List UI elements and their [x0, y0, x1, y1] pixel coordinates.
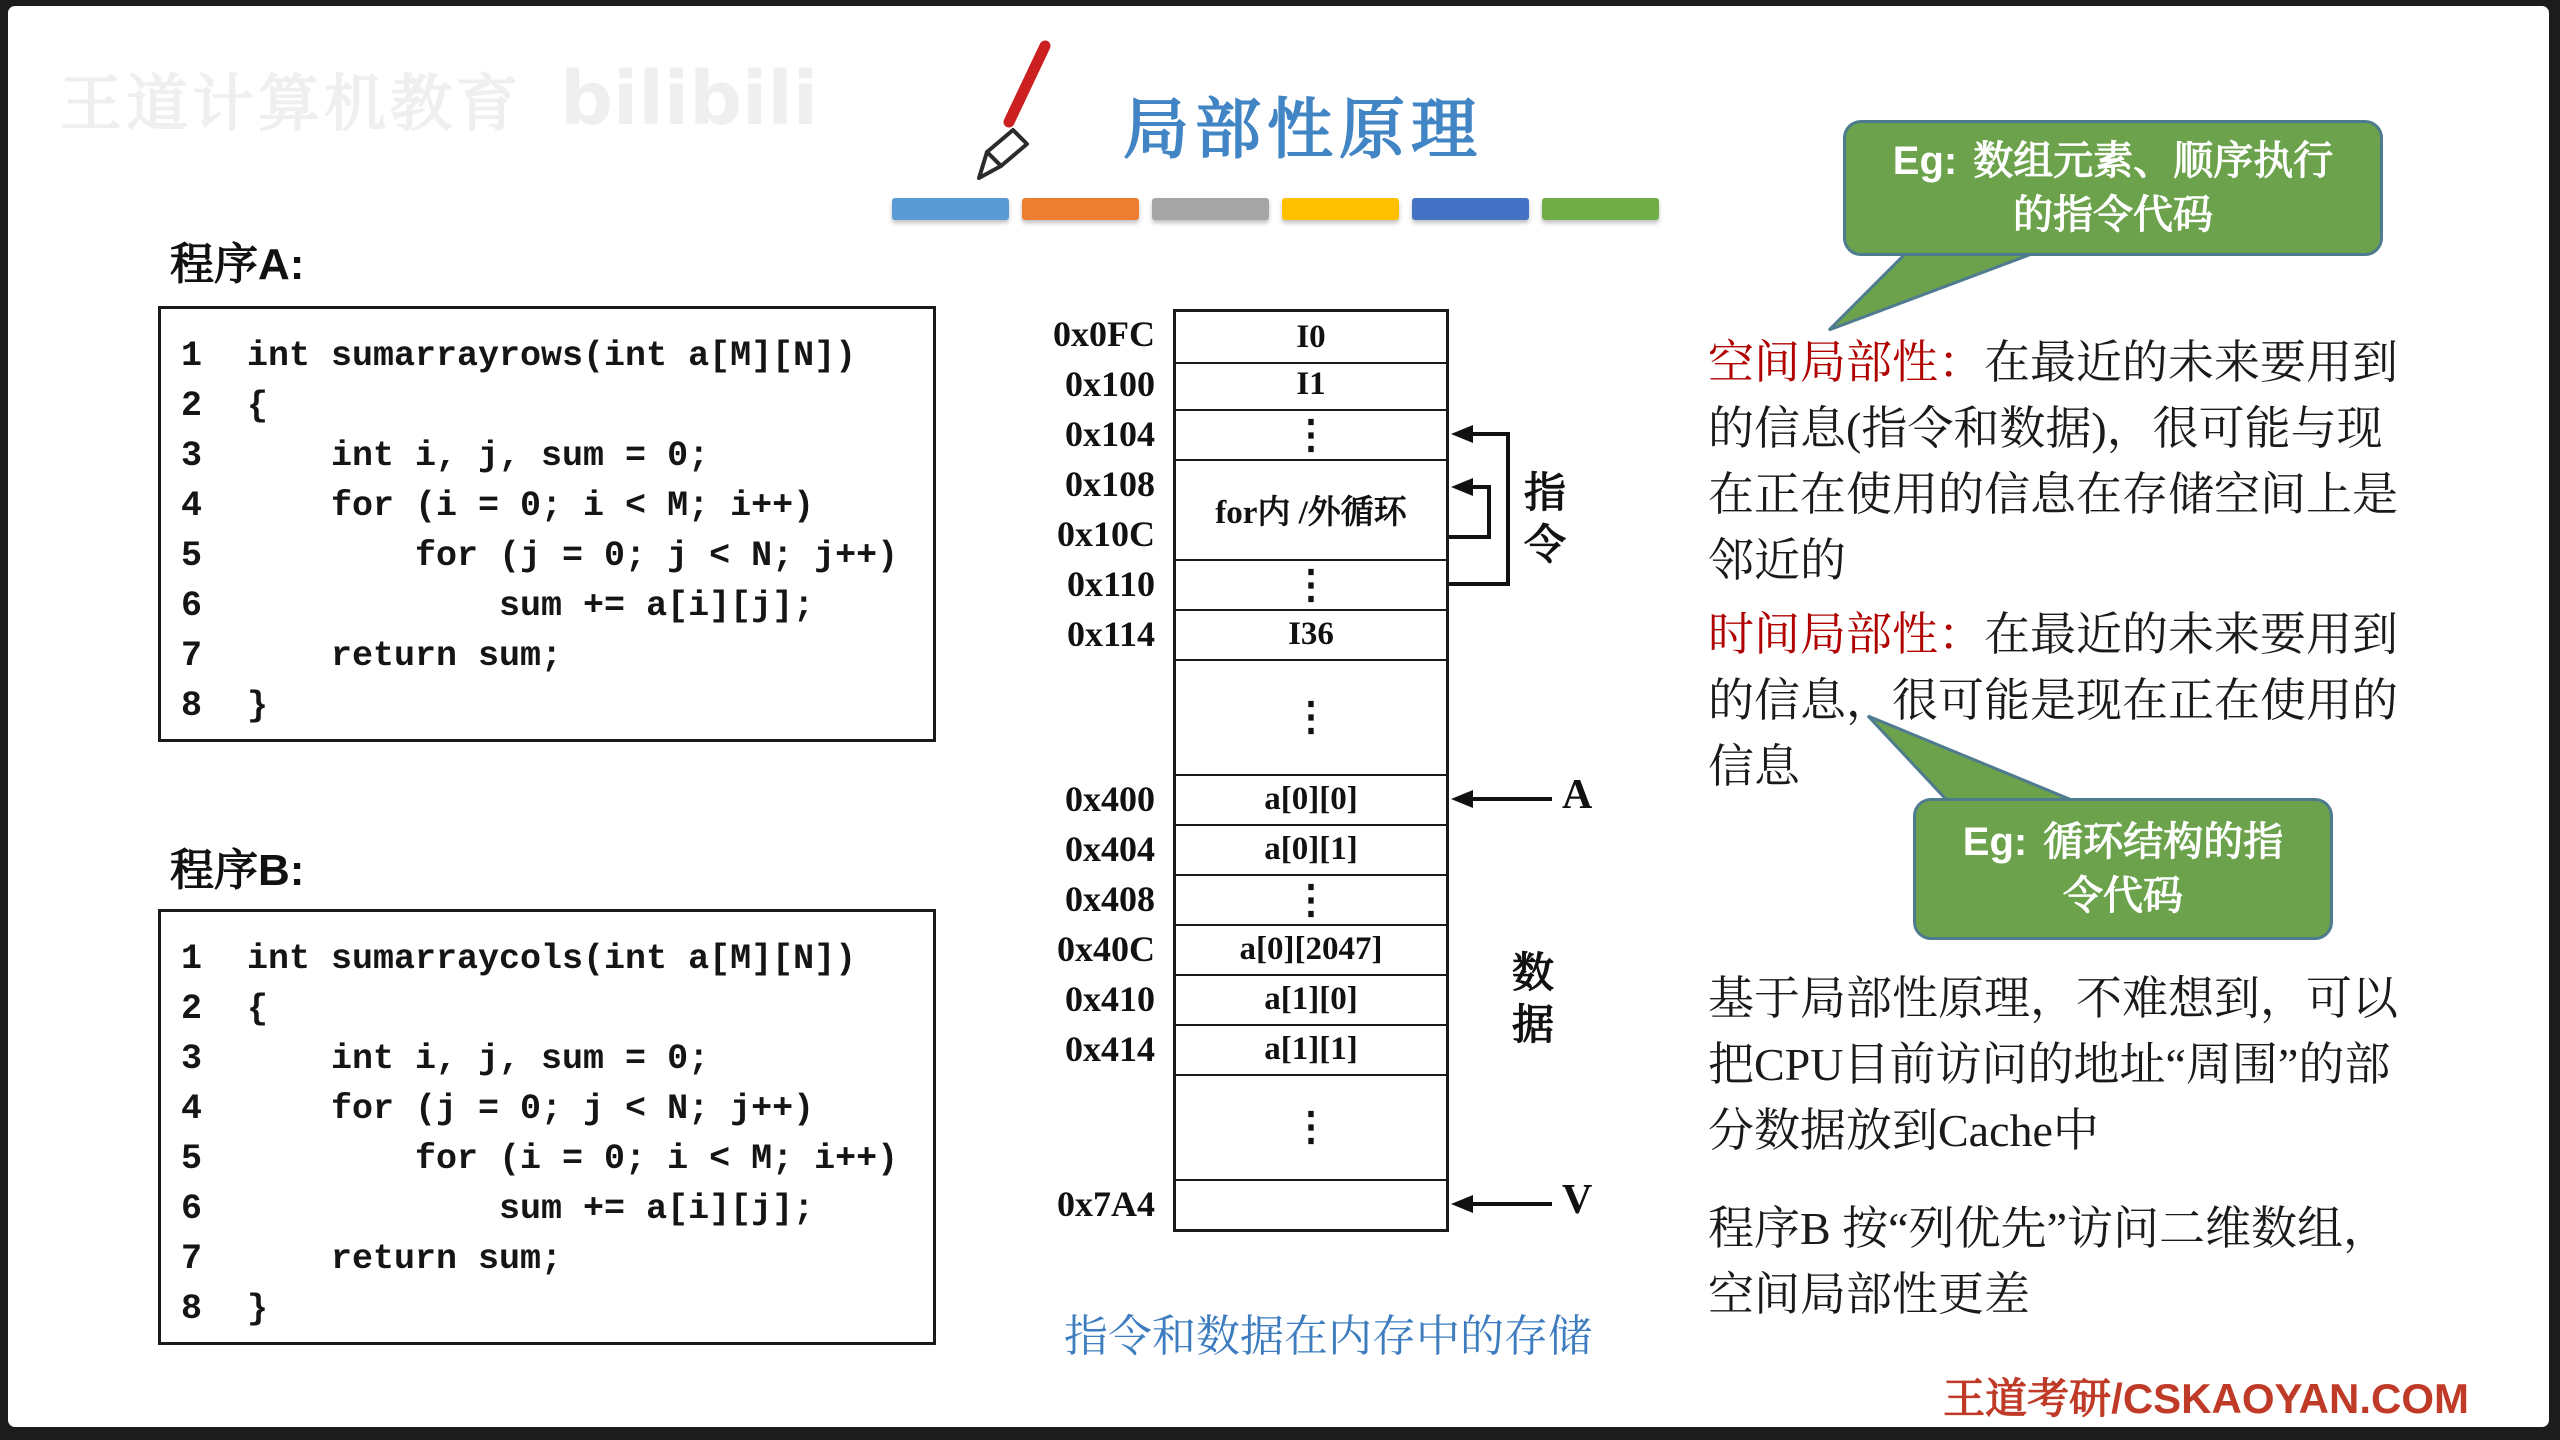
program-b-note-paragraph: 程序B 按“列优先”访问二维数组，空间局部性更差	[1708, 1203, 2390, 1320]
code-line	[161, 1034, 933, 1084]
page-title: 局部性原理	[1123, 94, 1483, 167]
decor-bar	[1022, 198, 1139, 220]
code-line	[161, 631, 933, 681]
memory-address	[1038, 824, 1173, 874]
watermark	[60, 54, 818, 143]
memory-row	[1038, 874, 1718, 924]
memory-row	[1038, 409, 1718, 459]
memory-cell: a[1][0]	[1173, 974, 1449, 1026]
program-b-heading: 程序B:	[170, 846, 305, 895]
address-text: 0x110	[1066, 563, 1155, 604]
temporal-locality-text: 在最近的未来要用到的信息，很可能是现在正在使用的信息	[1708, 609, 2398, 792]
line-number: 1	[181, 336, 203, 376]
code-line	[161, 381, 933, 431]
memory-row	[1038, 824, 1718, 874]
line-number: 8	[181, 686, 203, 726]
memory-cell: ⋮	[1173, 559, 1449, 611]
code-line	[161, 331, 933, 381]
code-text: int i, j, sum = 0;	[247, 1039, 710, 1079]
address-text: 0x114	[1066, 613, 1155, 654]
memory-cell	[1173, 1179, 1449, 1232]
code-text: int sumarraycols(int a[M][N])	[247, 939, 857, 979]
address-text: 0x400	[1065, 778, 1155, 819]
memory-caption: 指令和数据在内存中的存储	[1064, 1312, 1592, 1361]
memory-address	[1038, 309, 1173, 359]
code-line	[161, 1134, 933, 1184]
line-number: 7	[181, 636, 203, 676]
memory-row	[1038, 1179, 1718, 1229]
memory-address	[1038, 409, 1173, 459]
memory-cell: I0	[1173, 309, 1449, 364]
memory-row	[1038, 774, 1718, 824]
address-text: 0x104	[1065, 413, 1155, 454]
address-text: 0x0FC	[1053, 313, 1155, 354]
memory-row	[1038, 924, 1718, 974]
pointer-v-label: V	[1562, 1177, 1593, 1223]
code-line	[161, 1234, 933, 1284]
memory-cell: a[0][0]	[1173, 774, 1449, 826]
code-line	[161, 431, 933, 481]
memory-cell: ⋮	[1173, 874, 1449, 926]
bubble-temporal-example	[1913, 798, 2333, 940]
instructions-label: 指令	[1523, 469, 1566, 568]
cache-conclusion-paragraph: 基于局部性原理，不难想到，可以把CPU目前访问的地址“周围”的部分数据放到Cache中	[1708, 973, 2398, 1156]
memory-cell: ⋮	[1173, 409, 1449, 461]
line-number: 2	[181, 989, 203, 1029]
bilibili-logo: bilibili	[560, 55, 819, 142]
footer-watermark: 王道考研/CSKAOYAN.COM	[1943, 1375, 2469, 1422]
program-b-code-box	[158, 909, 936, 1345]
memory-row	[1038, 309, 1718, 359]
code-text: for (i = 0; i < M; i++)	[247, 1139, 899, 1179]
memory-address	[1038, 1179, 1173, 1229]
line-number: 8	[181, 1289, 203, 1329]
code-line	[161, 934, 933, 984]
memory-cell: ⋮	[1173, 659, 1449, 776]
code-text: for (j = 0; j < N; j++)	[247, 536, 899, 576]
code-line	[161, 581, 933, 631]
code-line	[161, 1284, 933, 1334]
line-number: 5	[181, 536, 203, 576]
code-text: sum += a[i][j];	[247, 586, 815, 626]
memory-cell: ⋮	[1173, 1074, 1449, 1181]
pencil-icon	[953, 38, 1063, 188]
bubble-tail	[1821, 244, 2061, 334]
address-text: 0x7A4	[1057, 1183, 1155, 1224]
program-a-code-box	[158, 306, 936, 742]
line-number: 4	[181, 486, 203, 526]
memory-cell: a[0][1]	[1173, 824, 1449, 876]
code-text: {	[247, 989, 269, 1029]
memory-address	[1038, 1074, 1173, 1179]
line-number: 6	[181, 586, 203, 626]
line-number: 5	[181, 1139, 203, 1179]
bubble-eg-label: Eg:	[1892, 139, 1958, 183]
memory-row	[1038, 359, 1718, 409]
code-text: int sumarrayrows(int a[M][N])	[247, 336, 857, 376]
address-text: 0x408	[1065, 878, 1155, 919]
code-line	[161, 531, 933, 581]
code-line	[161, 984, 933, 1034]
address-text: 0x40C	[1057, 928, 1155, 969]
memory-address	[1038, 774, 1173, 824]
memory-row	[1038, 1024, 1718, 1074]
temporal-locality-term: 时间局部性：	[1708, 609, 1984, 660]
memory-address	[1038, 359, 1173, 409]
code-line	[161, 1184, 933, 1234]
bubble-text: 循环结构的指令代码	[2043, 820, 2284, 918]
pointer-a-label: A	[1562, 772, 1593, 818]
watermark-brand: 王道计算机教育	[60, 70, 523, 139]
memory-cell: for内 /外循环	[1173, 459, 1449, 561]
memory-address	[1038, 609, 1173, 659]
memory-row	[1038, 609, 1718, 659]
decor-bar	[1542, 198, 1659, 220]
line-number: 3	[181, 1039, 203, 1079]
address-text: 0x410	[1065, 978, 1155, 1019]
code-line	[161, 681, 933, 731]
memory-address	[1038, 874, 1173, 924]
memory-cell: a[1][1]	[1173, 1024, 1449, 1076]
line-number: 6	[181, 1189, 203, 1229]
code-line	[161, 1084, 933, 1134]
memory-address	[1038, 924, 1173, 974]
memory-diagram	[1038, 309, 1718, 1229]
memory-cell: I36	[1173, 609, 1449, 661]
memory-address	[1038, 459, 1173, 559]
memory-row	[1038, 659, 1718, 774]
code-text: sum += a[i][j];	[247, 1189, 815, 1229]
address-text: 0x10C	[1057, 513, 1155, 554]
memory-row	[1038, 459, 1718, 559]
code-text: for (i = 0; i < M; i++)	[247, 486, 815, 526]
program-a-heading: 程序A:	[170, 240, 305, 289]
decor-bars	[892, 198, 1659, 220]
memory-address	[1038, 659, 1173, 774]
memory-table	[1038, 309, 1718, 1229]
bubble-text: 数组元素、顺序执行的指令代码	[1973, 139, 2334, 237]
decor-bar	[1412, 198, 1529, 220]
slide	[8, 6, 2549, 1427]
code-text: for (j = 0; j < N; j++)	[247, 1089, 815, 1129]
memory-row	[1038, 559, 1718, 609]
code-text: return sum;	[247, 636, 563, 676]
spatial-locality-text: 在最近的未来要用到的信息(指令和数据)，很可能与现在正在使用的信息在存储空间上是邻近的	[1708, 337, 2398, 586]
address-text: 0x108	[1065, 463, 1155, 504]
line-number: 2	[181, 386, 203, 426]
address-text: 0x100	[1065, 363, 1155, 404]
line-number: 1	[181, 939, 203, 979]
decor-bar	[892, 198, 1009, 220]
spatial-locality-paragraph	[1708, 330, 2414, 594]
line-number: 7	[181, 1239, 203, 1279]
decor-bar	[1152, 198, 1269, 220]
memory-row	[1038, 1074, 1718, 1179]
address-text: 0x404	[1065, 828, 1155, 869]
code-text: }	[247, 686, 269, 726]
memory-row	[1038, 974, 1718, 1024]
data-label: 数据	[1511, 949, 1554, 1048]
code-line	[161, 481, 933, 531]
memory-address	[1038, 974, 1173, 1024]
memory-cell: I1	[1173, 359, 1449, 411]
memory-address	[1038, 1024, 1173, 1074]
line-number: 3	[181, 436, 203, 476]
memory-address	[1038, 559, 1173, 609]
bubble-eg-label: Eg:	[1962, 820, 2028, 864]
code-text: {	[247, 386, 269, 426]
line-number: 4	[181, 1089, 203, 1129]
decor-bar	[1282, 198, 1399, 220]
spatial-locality-term: 空间局部性：	[1708, 337, 1984, 388]
code-text: return sum;	[247, 1239, 563, 1279]
memory-cell: a[0][2047]	[1173, 924, 1449, 976]
code-text: int i, j, sum = 0;	[247, 436, 710, 476]
address-text: 0x414	[1065, 1028, 1155, 1069]
code-text: }	[247, 1289, 269, 1329]
bubble-spatial-example	[1843, 120, 2383, 256]
